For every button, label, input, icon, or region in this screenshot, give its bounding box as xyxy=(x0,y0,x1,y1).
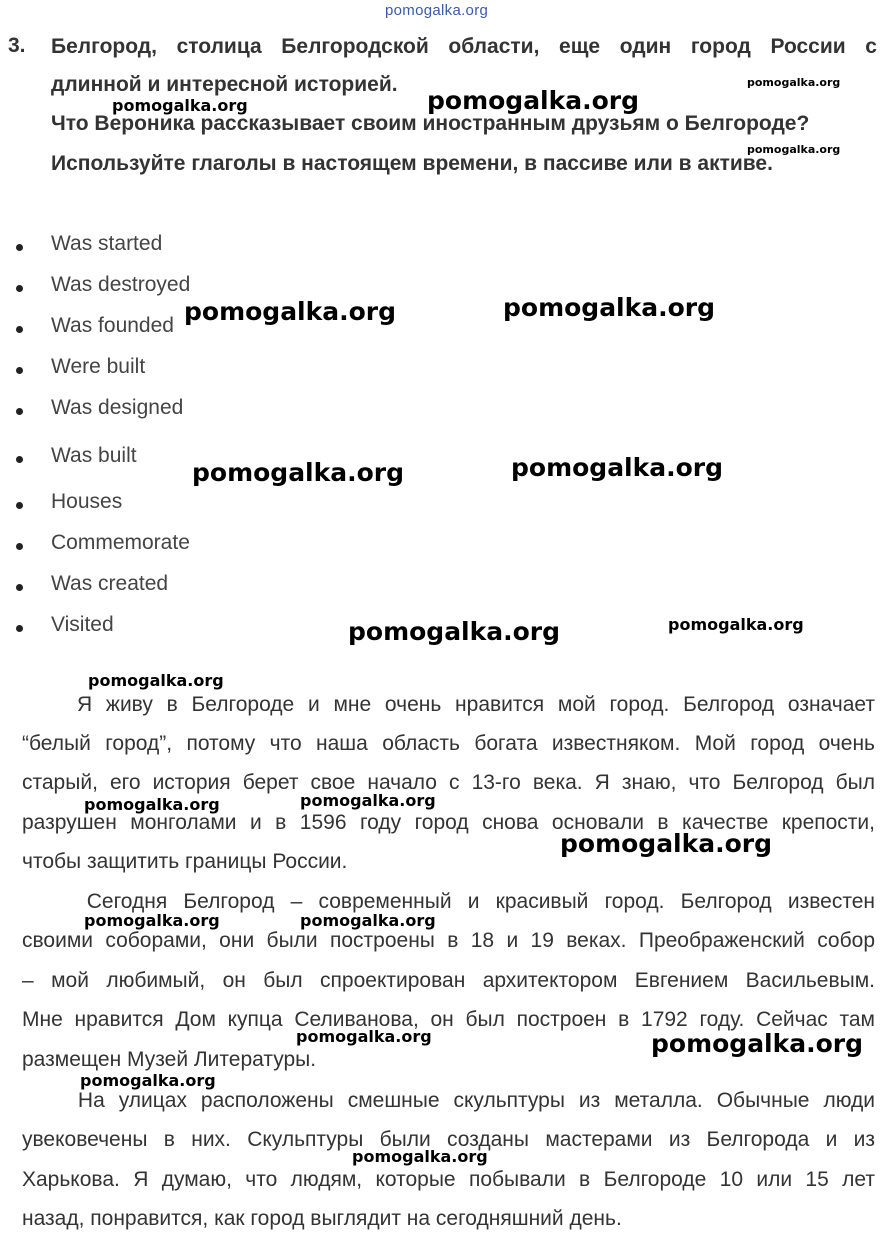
paragraph-2-line: – мой любимый, он был спроектирован архитектором Евгением Васильевым. xyxy=(22,969,875,992)
paragraph-1-line: старый, его история берет свое начало с 13-го века. Я знаю, что Белгород был xyxy=(22,771,875,794)
watermark: pomogalka.org xyxy=(651,1029,864,1058)
header-watermark: pomogalka.org xyxy=(385,2,489,19)
watermark: pomogalka.org xyxy=(80,1071,216,1090)
paragraph-2-line: Сегодня Белгород – современный и красивый город. Белгород известен xyxy=(22,890,875,913)
paragraph-1-line: разрушен монголами и в 1596 году город снова основали в качестве крепости, xyxy=(22,811,875,834)
watermark: pomogalka.org xyxy=(560,829,773,858)
watermark: pomogalka.org xyxy=(192,458,405,487)
watermark: pomogalka.org xyxy=(511,453,724,482)
watermark: pomogalka.org xyxy=(300,911,436,930)
watermark: pomogalka.org xyxy=(747,143,841,156)
watermark: pomogalka.org xyxy=(503,293,716,322)
paragraph-3-line: увековечены в них. Скульптуры были созданы мастерами из Белгорода и из xyxy=(22,1128,875,1151)
watermark: pomogalka.org xyxy=(348,617,561,646)
watermark: pomogalka.org xyxy=(427,86,640,115)
paragraph-1-line: чтобы защитить границы России. xyxy=(22,850,348,873)
watermark: pomogalka.org xyxy=(300,791,436,810)
question-line-3: Что Вероника рассказывает своим иностранным друзьям о Белгороде? xyxy=(51,112,810,135)
watermark: pomogalka.org xyxy=(88,671,224,690)
question-line-1: Белгород, столица Белгородской области, еще один город России с xyxy=(51,35,877,58)
watermark: pomogalka.org xyxy=(184,297,397,326)
paragraph-2-line: своими соборами, они были построены в 18 и 19 веках. Преображенский собор xyxy=(22,929,875,952)
paragraph-3-line: назад, понравится, как город выглядит на сегодняшний день. xyxy=(22,1207,622,1230)
paragraph-3-line: На улицах расположены смешные скульптуры из металла. Обычные люди xyxy=(22,1089,875,1112)
watermark: pomogalka.org xyxy=(84,795,220,814)
paragraph-2-line: размещен Музей Литературы. xyxy=(22,1048,317,1071)
paragraph-1-line: “белый город”, потому что наша область богата известняком. Мой город очень xyxy=(22,732,875,755)
paragraph-3-line: Харькова. Я думаю, что людям, которые побывали в Белгороде 10 или 15 лет xyxy=(22,1168,875,1191)
paragraph-1-line: Я живу в Белгороде и мне очень нравится мой город. Белгород означает xyxy=(22,693,875,716)
watermark: pomogalka.org xyxy=(112,96,248,115)
watermark: pomogalka.org xyxy=(352,1147,488,1166)
watermark: pomogalka.org xyxy=(84,911,220,930)
question-line-4: Используйте глаголы в настоящем времени, в пассиве или в активе. xyxy=(51,152,773,175)
watermark: pomogalka.org xyxy=(747,76,841,89)
paragraph-2-line: Мне нравится Дом купца Селиванова, он был построен в 1792 году. Сейчас там xyxy=(22,1008,875,1031)
question-line-2: длинной и интересной историей. xyxy=(51,73,398,96)
question-number: 3. xyxy=(8,34,26,57)
watermark: pomogalka.org xyxy=(668,615,804,634)
watermark: pomogalka.org xyxy=(296,1027,432,1046)
